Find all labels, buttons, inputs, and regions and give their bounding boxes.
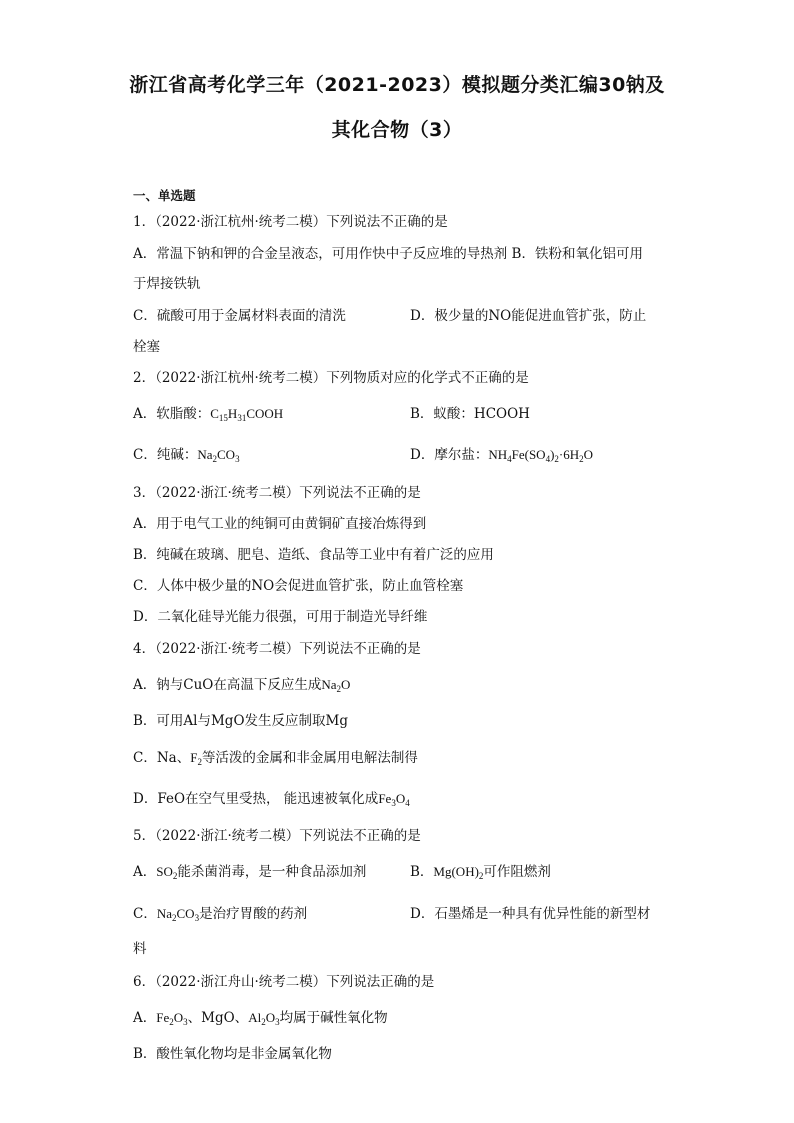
- formula-alumina: $Al_2O_3$: [248, 1010, 280, 1027]
- question-5-stem: 5．（2022·浙江·统考二模）下列说法不正确的是: [133, 828, 421, 844]
- formula-sulfur-dioxide: $SO_2$: [156, 864, 178, 881]
- question-1-option-d-cont: 栓塞: [133, 339, 160, 355]
- formula-palmitic-acid: $C_{15}H_{31}COOH$: [210, 406, 284, 423]
- question-5-option-c: C．$Na_2CO_3$是治疗胃酸的药剂: [133, 906, 308, 923]
- question-1-option-ab-cont: 于焊接铁轨: [133, 276, 201, 292]
- formula-magnesium-hydroxide: $Mg(OH)_2$: [433, 864, 484, 881]
- question-3-option-c: C．人体中极少量的NO会促进血管扩张，防止血管栓塞: [133, 578, 464, 594]
- question-6-option-a: A．$Fe_2O_3$、MgO、$Al_2O_3$均属于碱性氧化物: [133, 1010, 388, 1027]
- option-label: A．软脂酸：: [133, 406, 211, 422]
- question-1-option-ab: A．常温下钠和钾的合金呈液态，可用作快中子反应堆的导热剂 B．铁粉和氧化铝可用: [133, 246, 643, 262]
- formula-sodium-oxide: $Na_2O$: [321, 677, 351, 694]
- question-3-option-b: B．纯碱在玻璃、肥皂、造纸、食品等工业中有着广泛的应用: [133, 547, 494, 563]
- option-label: C．纯碱：: [133, 447, 198, 463]
- formula-iron-oxide: $Fe_3O_4$: [378, 791, 410, 808]
- question-3-option-d: D．二氧化硅导光能力很强，可用于制造光导纤维: [133, 609, 428, 625]
- question-1-option-c: C．硫酸可用于金属材料表面的清洗: [133, 308, 346, 324]
- option-label: D．摩尔盐：: [410, 447, 489, 463]
- question-2-option-a: [133, 405, 283, 423]
- question-2-stem: 2．（2022·浙江杭州·统考二模）下列物质对应的化学式不正确的是: [133, 370, 529, 386]
- question-3-stem: 3．（2022·浙江·统考二模）下列说法不正确的是: [133, 485, 421, 501]
- formula-sodium-carbonate: $Na_2CO_3$: [156, 906, 200, 923]
- document-title-line-2: 其化合物（3）: [331, 119, 463, 141]
- section-heading: 一、单选题: [133, 188, 196, 203]
- question-2-option-c: [133, 446, 240, 464]
- formula-mohr-salt: $NH_4Fe(SO_4)_2\cdot 6H_2O$: [488, 447, 594, 464]
- question-1-stem: 1．（2022·浙江杭州·统考二模）下列说法不正确的是: [133, 214, 448, 230]
- question-4-option-a: A．钠与CuO在高温下反应生成$Na_2O$: [133, 677, 351, 694]
- formula-ferric-oxide: $Fe_2O_3$: [156, 1010, 188, 1027]
- question-4-option-c: C．Na、$F_2$等活泼的金属和非金属用电解法制得: [133, 750, 418, 767]
- formula-fluorine: $F_2$: [190, 750, 202, 767]
- question-4-option-d: D．FeO在空气里受热， 能迅速被氧化成$Fe_3O_4$: [133, 791, 410, 808]
- formula-soda-ash: $Na_2CO_3$: [197, 447, 240, 464]
- question-4-option-b: B．可用Al与MgO发生反应制取Mg: [133, 713, 348, 729]
- document-title-line-1: 浙江省高考化学三年（2021-2023）模拟题分类汇编30钠及: [129, 74, 665, 96]
- question-2-option-d: [410, 446, 593, 464]
- question-1-option-d: D．极少量的NO能促进血管扩张，防止: [410, 308, 647, 324]
- question-4-stem: 4．（2022·浙江·统考二模）下列说法不正确的是: [133, 641, 421, 657]
- question-2-option-b: B．蚁酸：HCOOH: [410, 406, 530, 422]
- question-6-option-b: B．酸性氧化物均是非金属氧化物: [133, 1046, 332, 1062]
- question-5-option-d-cont: 料: [133, 941, 147, 957]
- question-5-option-a: A．$SO_2$能杀菌消毒，是一种食品添加剂: [133, 864, 367, 881]
- question-6-stem: 6．（2022·浙江舟山·统考二模）下列说法正确的是: [133, 974, 435, 990]
- question-3-option-a: A．用于电气工业的纯铜可由黄铜矿直接冶炼得到: [133, 516, 427, 532]
- question-5-option-b: B．$Mg(OH)_2$可作阻燃剂: [410, 864, 551, 881]
- question-5-option-d: D．石墨烯是一种具有优异性能的新型材: [410, 906, 651, 922]
